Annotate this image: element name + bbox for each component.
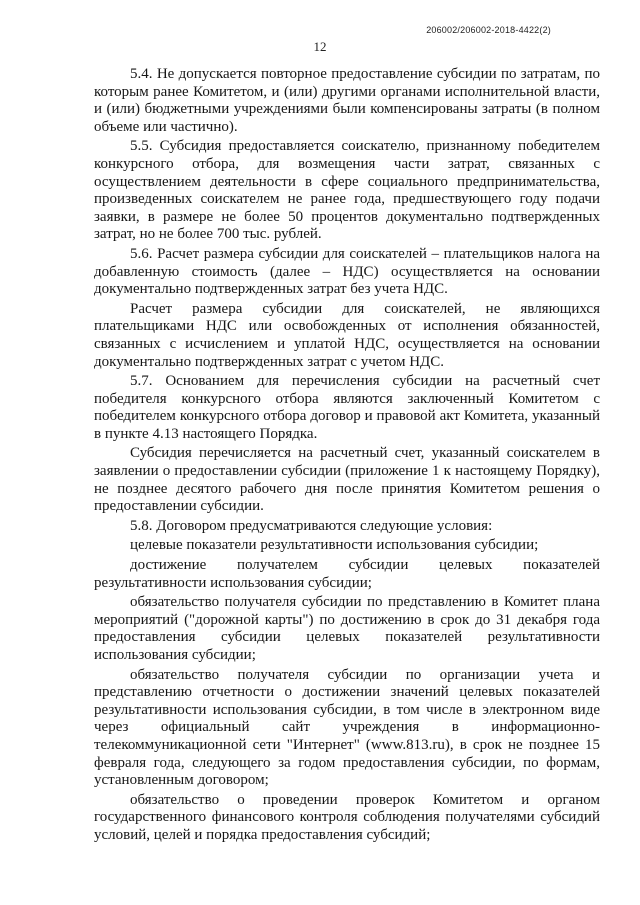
- paragraph-5-7-transfer: Субсидия перечисляется на расчетный счет, указанный соискателем в заявлении о предоставлении субсидии (приложение 1 к настоящему Порядку), не позднее десятого рабочего дня после принятия Комитетом решения о предоставлении субсидии.: [94, 445, 600, 515]
- document-body: [94, 66, 600, 847]
- document-id: 206002/206002-2018-4422(2): [426, 25, 551, 35]
- paragraph-5-6-non-vat: Расчет размера субсидии для соискателей, не являющихся плательщиками НДС или освобожденных от исполнения обязанностей, связанных с исчислением и уплатой НДС, осуществляется на основании документально подтвержденных затрат с учетом НДС.: [94, 300, 600, 370]
- paragraph-5-6: 5.6. Расчет размера субсидии для соискателей – плательщиков налога на добавленную стоимость (далее – НДС) осуществляется на основании документально подтвержденных затрат без учета НДС.: [94, 245, 600, 298]
- paragraph-5-8: 5.8. Договором предусматриваются следующие условия:: [130, 517, 493, 534]
- page-number: 12: [313, 39, 327, 54]
- condition-target-indicators: целевые показатели результативности использования субсидии;: [130, 537, 539, 554]
- condition-roadmap: обязательство получателя субсидии по представлению в Комитет плана мероприятий ("дорожной карты") по достижению в срок до 31 декабря года предоставления субсидии целевых показателей результативности использования субсидии;: [94, 594, 600, 663]
- condition-achievement: достижение получателем субсидии целевых показателей результативности использования субсидии;: [94, 557, 600, 591]
- paragraph-5-5: 5.5. Субсидия предоставляется соискателю, признанному победителем конкурсного отбора, для возмещения части затрат, связанных с осуществлением деятельности в сфере социального предпринимательства, произведенных соискателем не ранее года, предшествующего году подачи заявки, в размере не более 50 процентов документально подтвержденных затрат, но не более 700 тыс. рублей.: [94, 138, 600, 243]
- paragraph-5-4: 5.4. Не допускается повторное предоставление субсидии по затратам, по которым ранее Комитетом, и (или) другими органами исполнительной власти, и (или) бюджетными учреждениями были компенсированы затраты (в полном объеме или частично).: [94, 66, 600, 135]
- paragraph-5-7: 5.7. Основанием для перечисления субсидии на расчетный счет победителя конкурсного отбора являются заключенный Комитетом с победителем конкурсного отбора договор и правовой акт Комитета, указанный в пункте 4.13 настоящего Порядка.: [94, 373, 600, 442]
- condition-reporting: обязательство получателя субсидии по организации учета и представлению отчетности о достижении значений целевых показателей результативности использования субсидии, в том числе в электронном виде через официальный сайт учреждения в информационно-телекоммуникационной сети "Интернет" (www.813.ru), в срок не позднее 15 февраля года, следующего за годом предоставления субсидии, по формам, установленным договором;: [94, 666, 600, 789]
- condition-inspections: обязательство о проведении проверок Комитетом и органом государственного финансового контроля соблюдения получателями субсидий условий, целей и порядка предоставления субсидий;: [94, 791, 600, 843]
